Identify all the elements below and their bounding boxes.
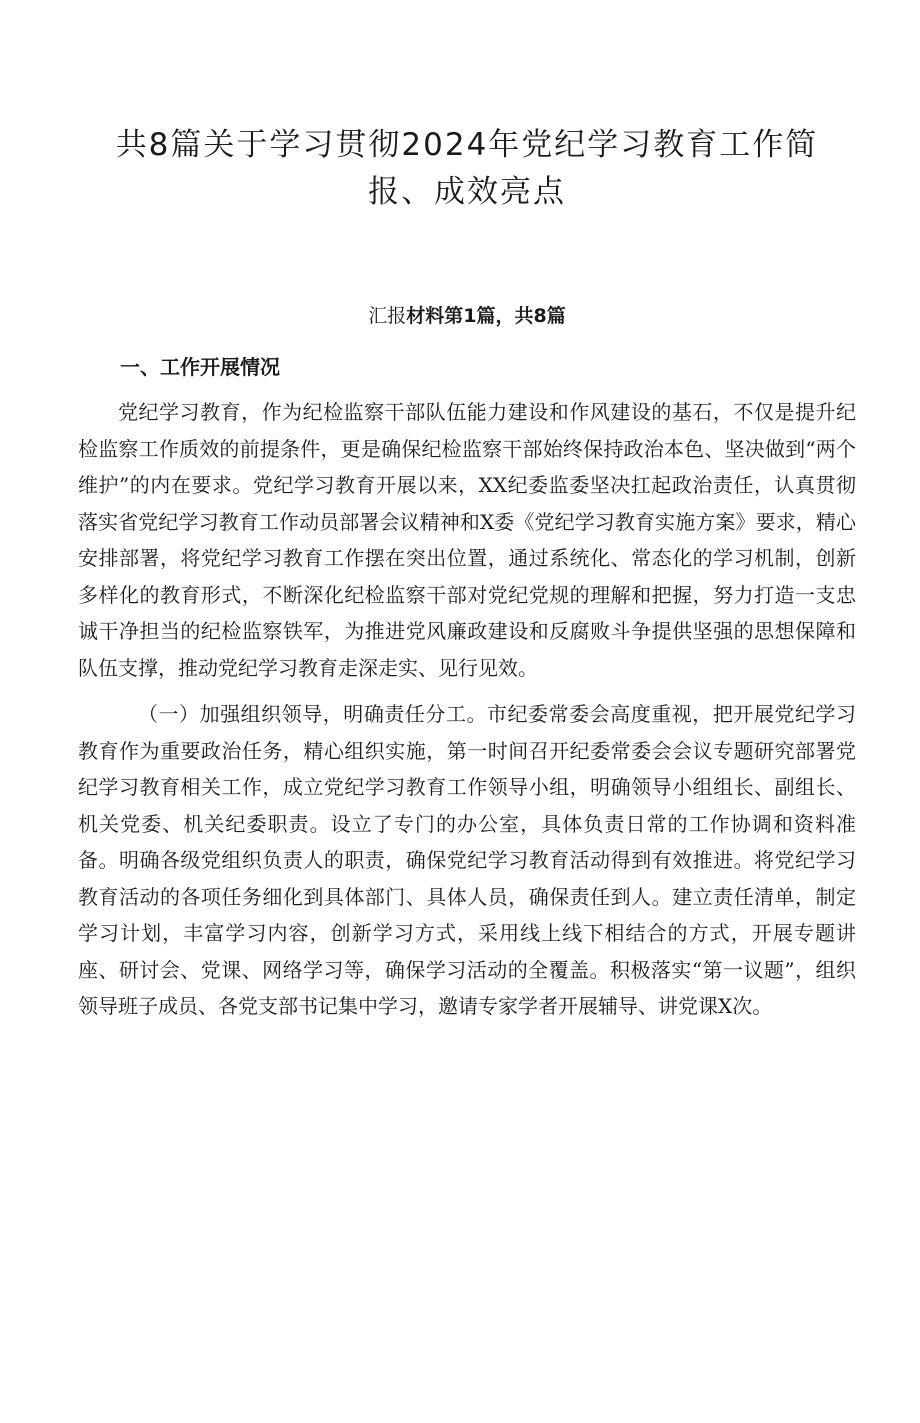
document-page: [0, 122, 920, 1423]
section-heading: 一、工作开展情况: [120, 355, 280, 379]
body-paragraph-2: （一）加强组织领导，明确责任分工。市纪委常委会高度重视，把开展党纪学习教育作为重要政治任务，精心组织实施，第一时间召开纪委常委会会议专题研究部署党纪学习教育相关工作，成立党纪学习教育工作领导小组，明确领导小组组长、副组长、机关党委、机关纪委职责。设立了专门的办公室，具体负责日常的工作协调和资料准备。明确各级党组织负责人的职责，确保党纪学习教育活动得到有效推进。将党纪学习教育活动的各项任务细化到具体部门、具体人员，确保责任到人。建立责任清单，制定学习计划，丰富学习内容，创新学习方式，采用线上线下相结合的方式，开展专题讲座、研讨会、党课、网络学习等，确保学习活动的全覆盖。积极落实“第一议题”，组织领导班子成员、各党支部书记集中学习，邀请专家学者开展辅导、讲党课X次。: [78, 702, 856, 1018]
document-title-line-1: 共8篇关于学习贯彻2024年党纪学习教育工作简: [115, 127, 819, 163]
document-title: [78, 122, 856, 216]
document-subtitle: [78, 302, 856, 330]
document-title-line-2: 报、成效亮点: [368, 174, 566, 210]
subtitle-prefix: 汇报: [368, 305, 407, 327]
body-paragraph-1: 党纪学习教育，作为纪检监察干部队伍能力建设和作风建设的基石，不仅是提升纪检监察工作质效的前提条件，更是确保纪检监察干部始终保持政治本色、坚决做到“两个维护”的内在要求。党纪学习教育开展以来，XX纪委监委坚决扛起政治责任，认真贯彻落实省党纪学习教育工作动员部署会议精神和X委《党纪学习教育实施方案》要求，精心安排部署，将党纪学习教育工作摆在突出位置，通过系统化、常态化的学习机制，创新多样化的教育形式，不断深化纪检监察干部对党纪党规的理解和把握，努力打造一支忠诚干净担当的纪检监察铁军，为推进党风廉政建设和反腐败斗争提供坚强的思想保障和队伍支撑，推动党纪学习教育走深走实、见行见效。: [78, 400, 856, 680]
subtitle-part-number: 材料第1篇，共8篇: [406, 305, 566, 327]
